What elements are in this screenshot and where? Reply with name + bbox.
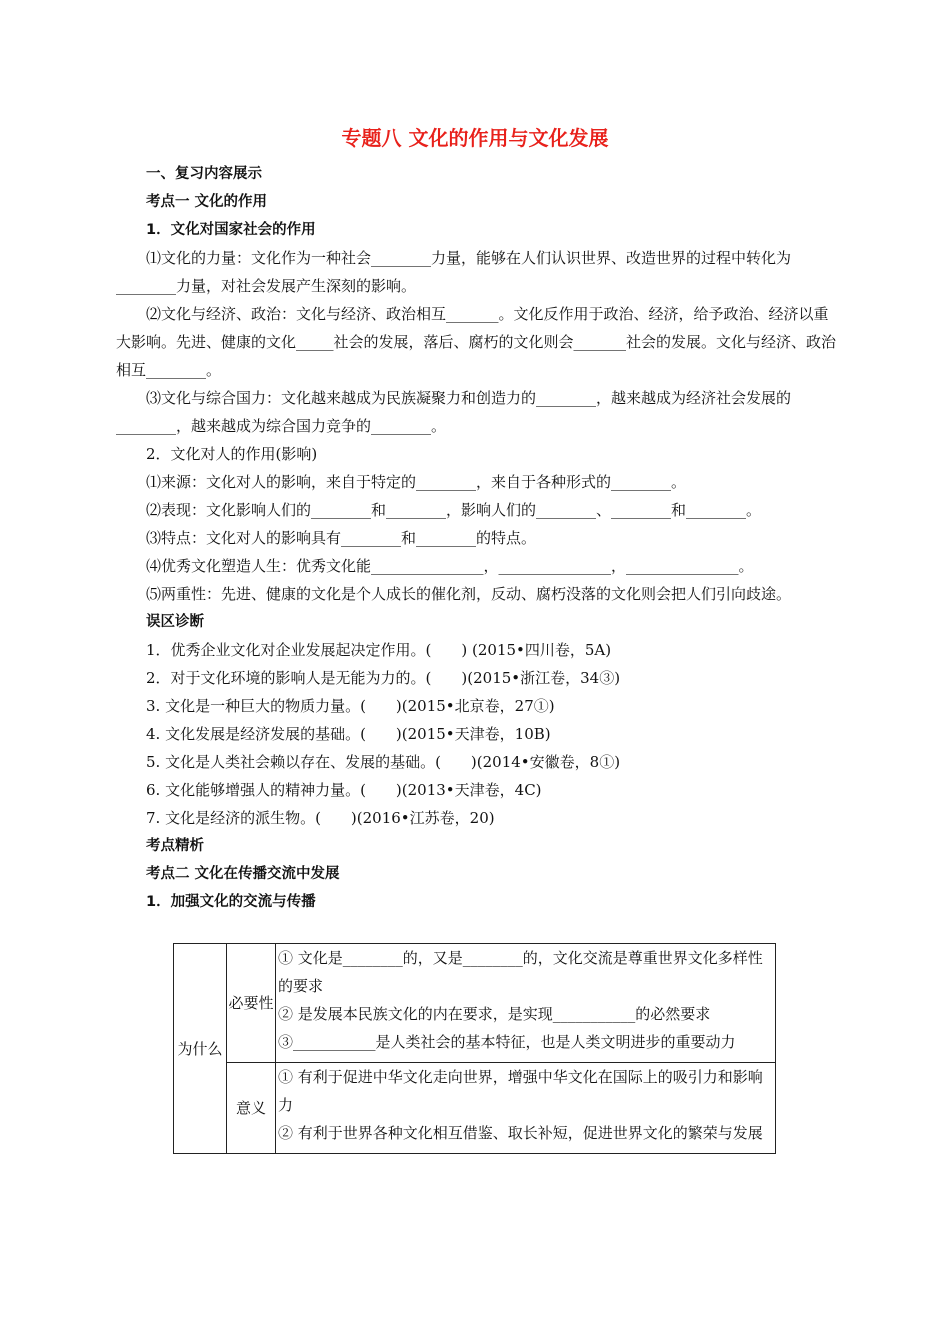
quiz-item: 4. 文化发展是经济发展的基础。( )(2015•天津卷，10B)	[146, 725, 551, 743]
topic-heading-1: 考点一 文化的作用	[146, 194, 268, 210]
list-item: ① 文化是________的，又是________的，文化交流是尊重世界文化多样性的要求	[278, 949, 763, 995]
subheading-1: 1．文化对国家社会的作用	[146, 222, 316, 238]
table-row	[174, 944, 776, 1063]
misdiagnosis-heading: 误区诊断	[146, 614, 204, 630]
subheading-2: 2．文化对人的作用(影响)	[146, 445, 318, 463]
quiz-item: 3. 文化是一种巨大的物质力量。( )(2015•北京卷，27①)	[146, 697, 555, 715]
necessity-content	[276, 944, 776, 1063]
analysis-heading: 考点精析	[146, 838, 204, 854]
page-title: 专题八 文化的作用与文化发展	[341, 126, 609, 150]
list-item: ② 有利于世界各种文化相互借鉴、取长补短，促进世界文化的繁荣与发展	[278, 1124, 763, 1142]
meaning-cell: 意义	[227, 1063, 276, 1154]
subheading-3: 1．加强文化的交流与传播	[146, 894, 316, 910]
paragraph-culture-power: ⑴文化的力量：文化作为一种社会________力量，能够在人们认识世界、改造世界的过程中转化为________力量，对社会发展产生深刻的影响。	[116, 249, 792, 295]
quiz-item: 7. 文化是经济的派生物。( )(2016•江苏卷，20)	[146, 809, 495, 827]
paragraph-expression: ⑵表现：文化影响人们的________和________，影响人们的________、________和________。	[146, 501, 762, 519]
why-cell: 为什么	[174, 944, 227, 1154]
paragraph-features: ⑶特点：文化对人的影响具有________和________的特点。	[146, 529, 537, 547]
quiz-item: 5. 文化是人类社会赖以存在、发展的基础。( )(2014•安徽卷，8①)	[146, 753, 621, 771]
paragraph-duality: ⑸两重性：先进、健康的文化是个人成长的催化剂，反动、腐朽没落的文化则会把人们引向歧途。	[146, 585, 792, 603]
paragraph-source: ⑴来源：文化对人的影响，来自于特定的________，来自于各种形式的________。	[146, 473, 687, 491]
necessity-cell: 必要性	[227, 944, 276, 1063]
paragraph-shape-life: ⑷优秀文化塑造人生：优秀文化能_______________，_______________，_______________。	[146, 557, 754, 575]
list-item: ① 有利于促进中华文化走向世界，增强中华文化在国际上的吸引力和影响力	[278, 1068, 763, 1114]
section-heading: 一、复习内容展示	[146, 166, 262, 182]
quiz-item: 6. 文化能够增强人的精神力量。( )(2013•天津卷，4C)	[146, 781, 542, 799]
paragraph-culture-economy: ⑵文化与经济、政治：文化与经济、政治相互_______。文化反作用于政治、经济，给予政治、经济以重大影响。先进、健康的文化_____社会的发展，落后、腐朽的文化则会_______社会的发展。文化与经济、政治相互________。	[116, 305, 837, 379]
meaning-content	[276, 1063, 776, 1154]
quiz-item: 2．对于文化环境的影响人是无能为力的。( )(2015•浙江卷，34③)	[146, 669, 621, 687]
list-item: ② 是发展本民族文化的内在要求，是实现___________的必然要求	[278, 1005, 711, 1023]
topic-heading-2: 考点二 文化在传播交流中发展	[146, 866, 340, 882]
table-row	[174, 1063, 776, 1154]
worksheet-body	[116, 160, 838, 916]
paragraph-culture-national-power: ⑶文化与综合国力：文化越来越成为民族凝聚力和创造力的________，越来越成为经济社会发展的________，越来越成为综合国力竞争的________。	[116, 389, 792, 435]
list-item: ③___________是人类社会的基本特征，也是人类文明进步的重要动力	[278, 1033, 736, 1051]
quiz-item: 1．优秀企业文化对企业发展起决定作用。( ) (2015•四川卷，5A)	[146, 641, 612, 659]
exchange-table	[173, 943, 776, 1154]
